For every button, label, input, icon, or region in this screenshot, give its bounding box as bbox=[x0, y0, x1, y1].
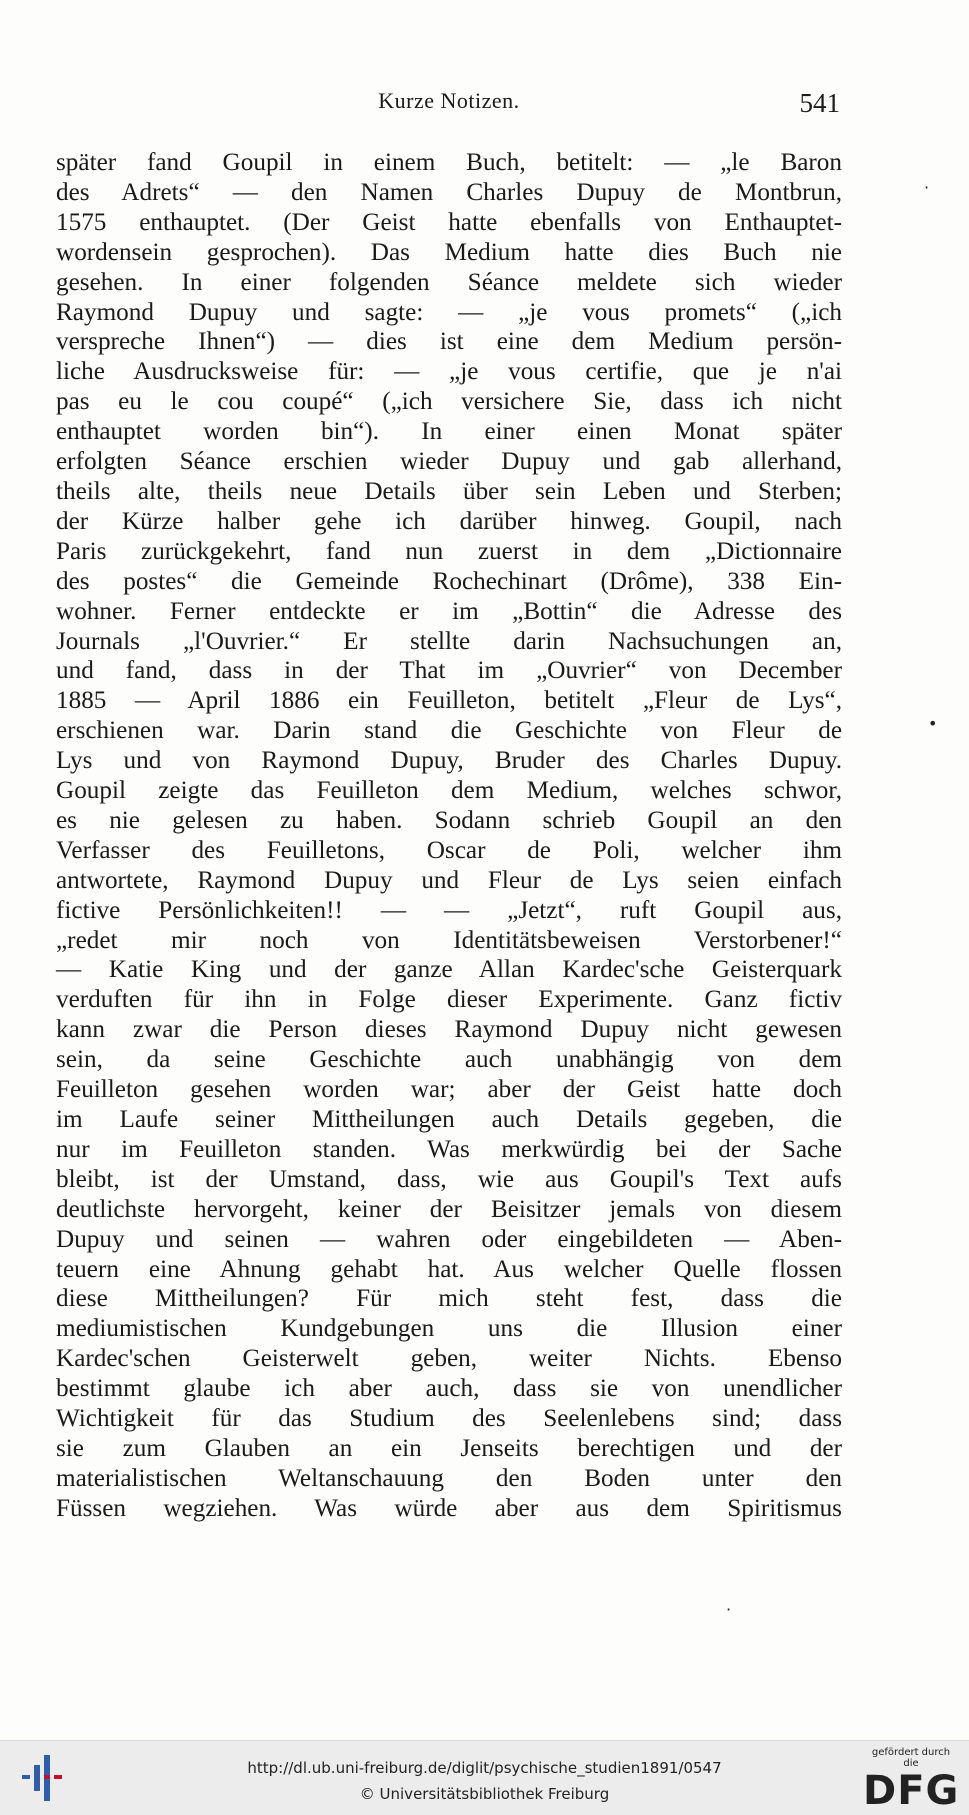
text-line: Kardec'schen Geisterwelt geben, weiter Nichts. Ebenso bbox=[56, 1345, 842, 1373]
text-line: und fand, dass in der That im „Ouvrier“ von December bbox=[56, 657, 842, 685]
text-line: pas eu le cou coupé“ („ich versichere Sie, dass ich nicht bbox=[56, 388, 842, 416]
text-line: materialistischen Weltanschauung den Boden unter den bbox=[56, 1464, 842, 1492]
text-line: bleibt, ist der Umstand, dass, wie aus Goupil's Text aufs bbox=[56, 1165, 842, 1193]
running-title: Kurze Notizen. bbox=[378, 88, 520, 113]
text-line: nur im Feuilleton standen. Was merkwürdig bei der Sache bbox=[56, 1135, 842, 1163]
text-line: Feuilleton gesehen worden war; aber der Geist hatte doch bbox=[56, 1076, 842, 1104]
text-line: mediumistischen Kundgebungen uns die Illusion einer bbox=[56, 1315, 842, 1343]
text-line: im Laufe seiner Mittheilungen auch Details gegeben, die bbox=[56, 1106, 842, 1133]
text-line: es nie gelesen zu haben. Sodann schrieb Goupil an den bbox=[56, 806, 842, 834]
text-line: antwortete, Raymond Dupuy und Fleur de Lys seien einfach bbox=[56, 866, 842, 894]
text-line: des postes“ die Gemeinde Rochechinart (Drôme), 338 Ein- bbox=[56, 567, 842, 595]
text-line: verspreche Ihnen“) — dies ist eine dem Medium persön- bbox=[56, 328, 842, 356]
text-line: Dupuy und seinen — wahren oder eingebildeten — Aben- bbox=[56, 1225, 842, 1253]
text-line: wordensein gesprochen). Das Medium hatte dies Buch nie bbox=[56, 238, 842, 266]
text-line: diese Mittheilungen? Für mich steht fest, dass die bbox=[56, 1285, 842, 1313]
text-line: erschienen war. Darin stand die Geschichte von Fleur de bbox=[56, 717, 842, 745]
text-line: später fand Goupil in einem Buch, betitelt: — „le Baron bbox=[56, 149, 842, 176]
text-line: theils alte, theils neue Details über sein Leben und Sterben; bbox=[56, 477, 842, 505]
margin-mark: • bbox=[928, 714, 938, 733]
margin-mark: · bbox=[726, 1600, 732, 1619]
dfg-logo: DFG bbox=[863, 1768, 960, 1814]
text-line: teuern eine Ahnung gehabt hat. Aus welcher Quelle flossen bbox=[56, 1255, 842, 1283]
viewer-footer bbox=[0, 1740, 969, 1815]
text-line: Journals „l'Ouvrier.“ Er stellte darin Nachsuchungen an, bbox=[56, 627, 842, 655]
text-line: Paris zurückgekehrt, fand nun zuerst in dem „Dictionnaire bbox=[56, 537, 842, 565]
margin-mark: · bbox=[924, 178, 930, 197]
text-line: wohner. Ferner entdeckte er im „Bottin“ die Adresse des bbox=[56, 597, 842, 625]
text-line: 1575 enthauptet. (Der Geist hatte ebenfalls von Enthauptet- bbox=[56, 208, 842, 236]
text-line: — Katie King und der ganze Allan Kardec'sche Geisterquark bbox=[56, 956, 842, 984]
text-line: Verfasser des Feuilletons, Oscar de Poli, welcher ihm bbox=[56, 836, 842, 864]
text-line: gesehen. In einer folgenden Séance meldete sich wieder bbox=[56, 268, 842, 296]
text-line: Goupil zeigte das Feuilleton dem Medium, welches schwor, bbox=[56, 777, 842, 805]
page-number: 541 bbox=[799, 88, 840, 118]
copyright-notice: © Universitätsbibliothek Freiburg bbox=[359, 1785, 610, 1803]
text-line: sie zum Glauben an ein Jenseits berechtigen und der bbox=[56, 1434, 842, 1462]
text-line: Wichtigkeit für das Studium des Seelenlebens sind; dass bbox=[56, 1405, 842, 1433]
text-line: Raymond Dupuy und sagte: — „je vous promets“ („ich bbox=[56, 298, 842, 326]
text-line: verduften für ihn in Folge dieser Experimente. Ganz fictiv bbox=[56, 986, 842, 1014]
running-head bbox=[58, 88, 840, 124]
text-line: des Adrets“ — den Namen Charles Dupuy de Montbrun, bbox=[56, 178, 842, 206]
text-line: bestimmt glaube ich aber auch, dass sie von unendlicher bbox=[56, 1375, 842, 1403]
text-line: 1885 — April 1886 ein Feuilleton, betitelt „Fleur de Lys“, bbox=[56, 687, 842, 715]
dfg-funding-badge bbox=[863, 1747, 960, 1814]
text-line: kann zwar die Person dieses Raymond Dupuy nicht gewesen bbox=[56, 1016, 842, 1044]
text-line: liche Ausdrucksweise für: — „je vous certifie, que je n'ai bbox=[56, 358, 842, 386]
text-line: erfolgten Séance erschien wieder Dupuy und gab allerhand, bbox=[56, 448, 842, 476]
body-text bbox=[56, 148, 842, 1524]
text-line: sein, da seine Geschichte auch unabhängig von dem bbox=[56, 1046, 842, 1074]
text-line: „redet mir noch von Identitätsbeweisen Verstorbener!“ bbox=[56, 926, 842, 954]
dfg-tagline: gefördert durch die bbox=[871, 1747, 951, 1769]
text-line: Lys und von Raymond Dupuy, Bruder des Charles Dupuy. bbox=[56, 747, 842, 775]
text-line: deutlichste hervorgeht, keiner der Beisitzer jemals von diesem bbox=[56, 1195, 842, 1223]
text-line: fictive Persönlichkeiten!! — — „Jetzt“, ruft Goupil aus, bbox=[56, 896, 842, 924]
document-url[interactable]: http://dl.ub.uni-freiburg.de/diglit/psychische_studien1891/0547 bbox=[247, 1759, 722, 1777]
text-line: der Kürze halber gehe ich darüber hinweg. Goupil, nach bbox=[56, 507, 842, 535]
text-line: enthauptet worden bin“). In einer einen Monat später bbox=[56, 418, 842, 446]
text-line: Füssen wegziehen. Was würde aber aus dem Spiritismus bbox=[56, 1494, 842, 1522]
